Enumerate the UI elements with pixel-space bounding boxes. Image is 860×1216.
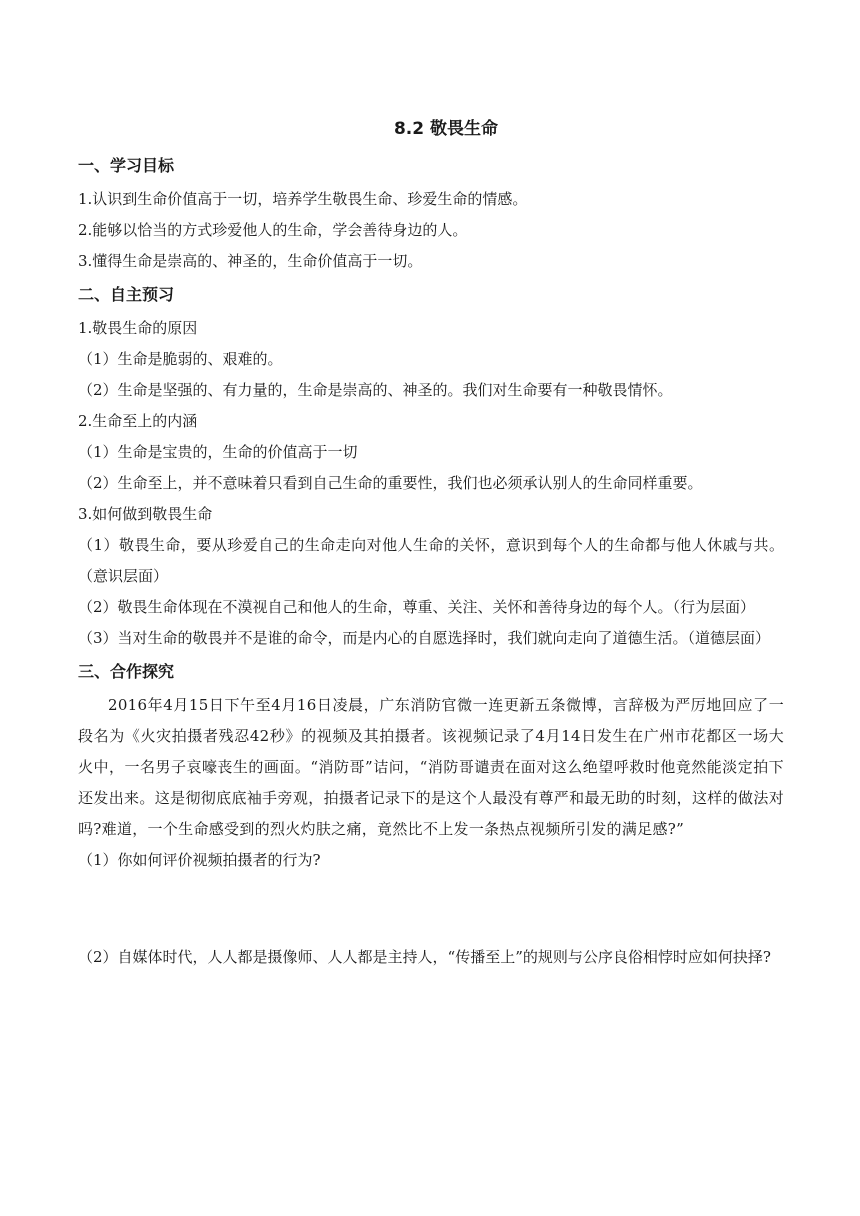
preview-line: （1）敬畏生命，要从珍爱自己的生命走向对他人生命的关怀，意识到每个人的生命都与他人休戚与共。（意识层面）	[78, 536, 784, 585]
preview-line: （2）生命是坚强的、有力量的，生命是崇高的、神圣的。我们对生命要有一种敬畏情怀。	[78, 381, 673, 399]
preview-line: （3）当对生命的敬畏并不是谁的命令，而是内心的自愿选择时，我们就向走向了道德生活。（道德层面）	[78, 629, 771, 647]
question-2: （2）自媒体时代，人人都是摄像师、人人都是主持人，“传播至上”的规则与公序良俗相悖时应如何抉择?	[78, 948, 771, 966]
objective-item: 2.能够以恰当的方式珍爱他人的生命，学会善待身边的人。	[78, 221, 468, 239]
preview-line: （2）敬畏生命体现在不漠视自己和他人的生命，尊重、关注、关怀和善待身边的每个人。（行为层面）	[78, 598, 756, 616]
case-passage: 2016年4月15日下午至4月16日凌晨，广东消防官微一连更新五条微博，言辞极为严厉地回应了一段名为《火灾拍摄者残忍42秒》的视频及其拍摄者。该视频记录了4月14日发生在广州市花都区一场大火中，一名男子哀嚎丧生的画面。“消防哥”诘问，“消防哥谴责在面对这么绝望呼救时他竟然能淡定拍下还发出来。这是彻彻底底袖手旁观，拍摄者记录下的是这个人最没有尊严和最无助的时刻，这样的做法对吗?难道，一个生命感受到的烈火灼肤之痛，竟然比不上发一条热点视频所引发的满足感?”	[78, 696, 784, 838]
preview-line: 1.敬畏生命的原因	[78, 319, 198, 337]
preview-line: 2.生命至上的内涵	[78, 412, 198, 430]
section-heading-preview: 二、自主预习	[78, 285, 175, 304]
question-1: （1）你如何评价视频拍摄者的行为?	[78, 851, 321, 869]
section-heading-objectives: 一、学习目标	[78, 156, 175, 175]
objective-item: 3.懂得生命是崇高的、神圣的，生命价值高于一切。	[78, 252, 423, 270]
document-page	[78, 112, 784, 973]
preview-line: （1）生命是脆弱的、艰难的。	[78, 350, 283, 368]
preview-line: （2）生命至上，并不意味着只看到自己生命的重要性，我们也必须承认别人的生命同样重要。	[78, 474, 703, 492]
objective-item: 1.认识到生命价值高于一切，培养学生敬畏生命、珍爱生命的情感。	[78, 190, 528, 208]
preview-line: （1）生命是宝贵的，生命的价值高于一切	[78, 443, 358, 461]
answer-space	[78, 876, 784, 942]
page-title: 8.2 敬畏生命	[393, 119, 499, 139]
section-heading-inquiry: 三、合作探究	[78, 662, 175, 681]
preview-line: 3.如何做到敬畏生命	[78, 505, 213, 523]
